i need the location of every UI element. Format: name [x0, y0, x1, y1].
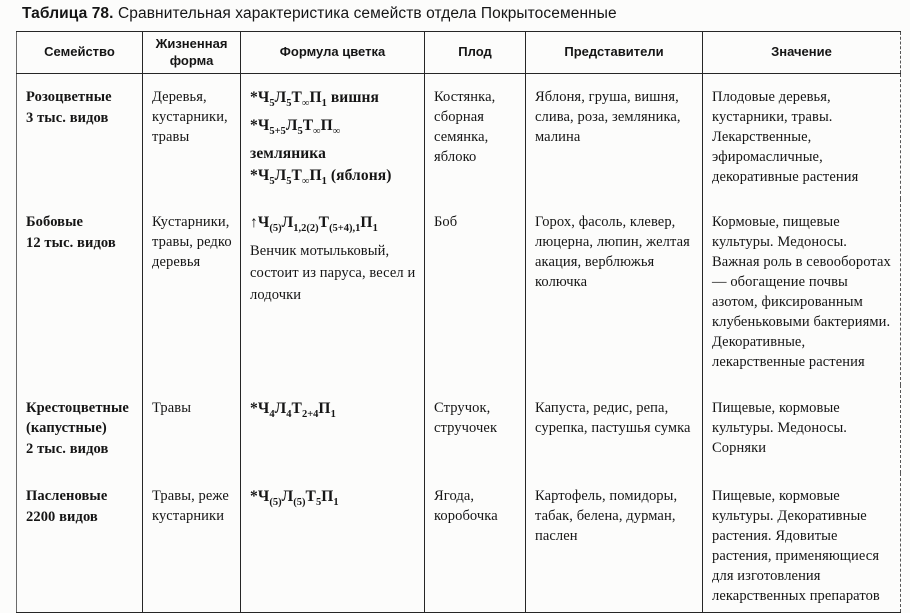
cell-significance: Пищевые, кормовые культуры. Декоративные растения. Ядовитые растения, применяющиеся для изготовления лекарственных препаратов	[703, 473, 901, 613]
cell-representatives: Яблоня, груша, вишня, слива, роза, земляника, малина	[526, 74, 703, 200]
table-row-fabaceae	[17, 199, 901, 385]
column-header-family: Семейство	[17, 32, 143, 74]
cell-flower-formula: $*Ч_{(5)}Л_{(5)}Т_5П_1$	[241, 473, 425, 613]
family-species-count: 2200 видов	[26, 509, 98, 526]
cell-life-form: Травы, реже кустарники	[143, 473, 241, 613]
cell-significance: Кормовые, пищевые культуры. Медоносы. Важная роль в севооборотах — обогащение почвы азотом, фиксированным клубеньковыми бактериями. Декоративные, лекарственные растения	[703, 199, 901, 385]
header-row	[17, 32, 901, 74]
family-species-count: 2 тыс. видов	[26, 441, 109, 458]
cell-fruit: Ягода, коробочка	[425, 473, 526, 613]
column-header-fruit: Плод	[425, 32, 526, 74]
cell-flower-formula: $*Ч_5Л_5Т_\infty П_1$ вишня $*Ч_{5+5}Л_5Т_\infty П_\infty$ земляника $*Ч_5Л_5Т_\infty П_1$ (яблоня)	[241, 74, 425, 200]
column-header-representatives: Представители	[526, 32, 703, 74]
cell-family	[17, 385, 143, 473]
cell-significance: Пищевые, кормовые культуры. Медоносы. Сорняки	[703, 385, 901, 473]
table-row-brassicaceae	[17, 385, 901, 473]
cell-fruit: Боб	[425, 199, 526, 385]
families-comparison-table	[16, 31, 901, 613]
cell-representatives: Капуста, редис, репа, сурепка, пастушья сумка	[526, 385, 703, 473]
cell-significance: Плодовые деревья, кустарники, травы. Лекарственные, эфиромасличные, декоративные растения	[703, 74, 901, 200]
family-name: Розоцветные	[26, 89, 112, 105]
family-name: Пасленовые	[26, 488, 108, 505]
table-row-rosaceae	[17, 74, 901, 200]
cell-flower-formula: $*Ч_4Л_4Т_{2+4}П_1$	[241, 385, 425, 473]
cell-representatives: Картофель, помидоры, табак, белена, дурман, паслен	[526, 473, 703, 613]
table-caption	[22, 5, 902, 23]
column-header-significance: Значение	[703, 32, 901, 74]
cell-family	[17, 473, 143, 613]
family-species-count: 12 тыс. видов	[26, 235, 116, 252]
column-header-flower-formula: Формула цветка	[241, 32, 425, 74]
table-number: Таблица 78.	[22, 5, 114, 22]
family-name: Крестоцветные (капустные)	[26, 400, 129, 437]
cell-life-form: Кустарники, травы, редко деревья	[143, 199, 241, 385]
cell-fruit: Стручок, стручочек	[425, 385, 526, 473]
family-species-count: 3 тыс. видов	[26, 110, 109, 126]
cell-life-form: Деревья, кустарники, травы	[143, 74, 241, 200]
table-caption-text: Сравнительная характеристика семейств отдела Покрытосеменные	[117, 5, 617, 22]
cell-fruit: Костянка, сборная семянка, яблоко	[425, 74, 526, 200]
cell-flower-formula: $↑Ч_{(5)}Л_{1,2(2)}Т_{(5+4),1}П_1$ Венчик мотыльковый, состоит из паруса, весел и лодочки	[241, 199, 425, 385]
column-header-life-form: Жизненная форма	[143, 32, 241, 74]
family-name: Бобовые	[26, 214, 84, 231]
cell-life-form: Травы	[143, 385, 241, 473]
table-row-solanaceae	[17, 473, 901, 613]
cell-representatives: Горох, фасоль, клевер, люцерна, люпин, желтая акация, верблюжья колючка	[526, 199, 703, 385]
cell-family	[17, 74, 143, 200]
cell-family	[17, 199, 143, 385]
